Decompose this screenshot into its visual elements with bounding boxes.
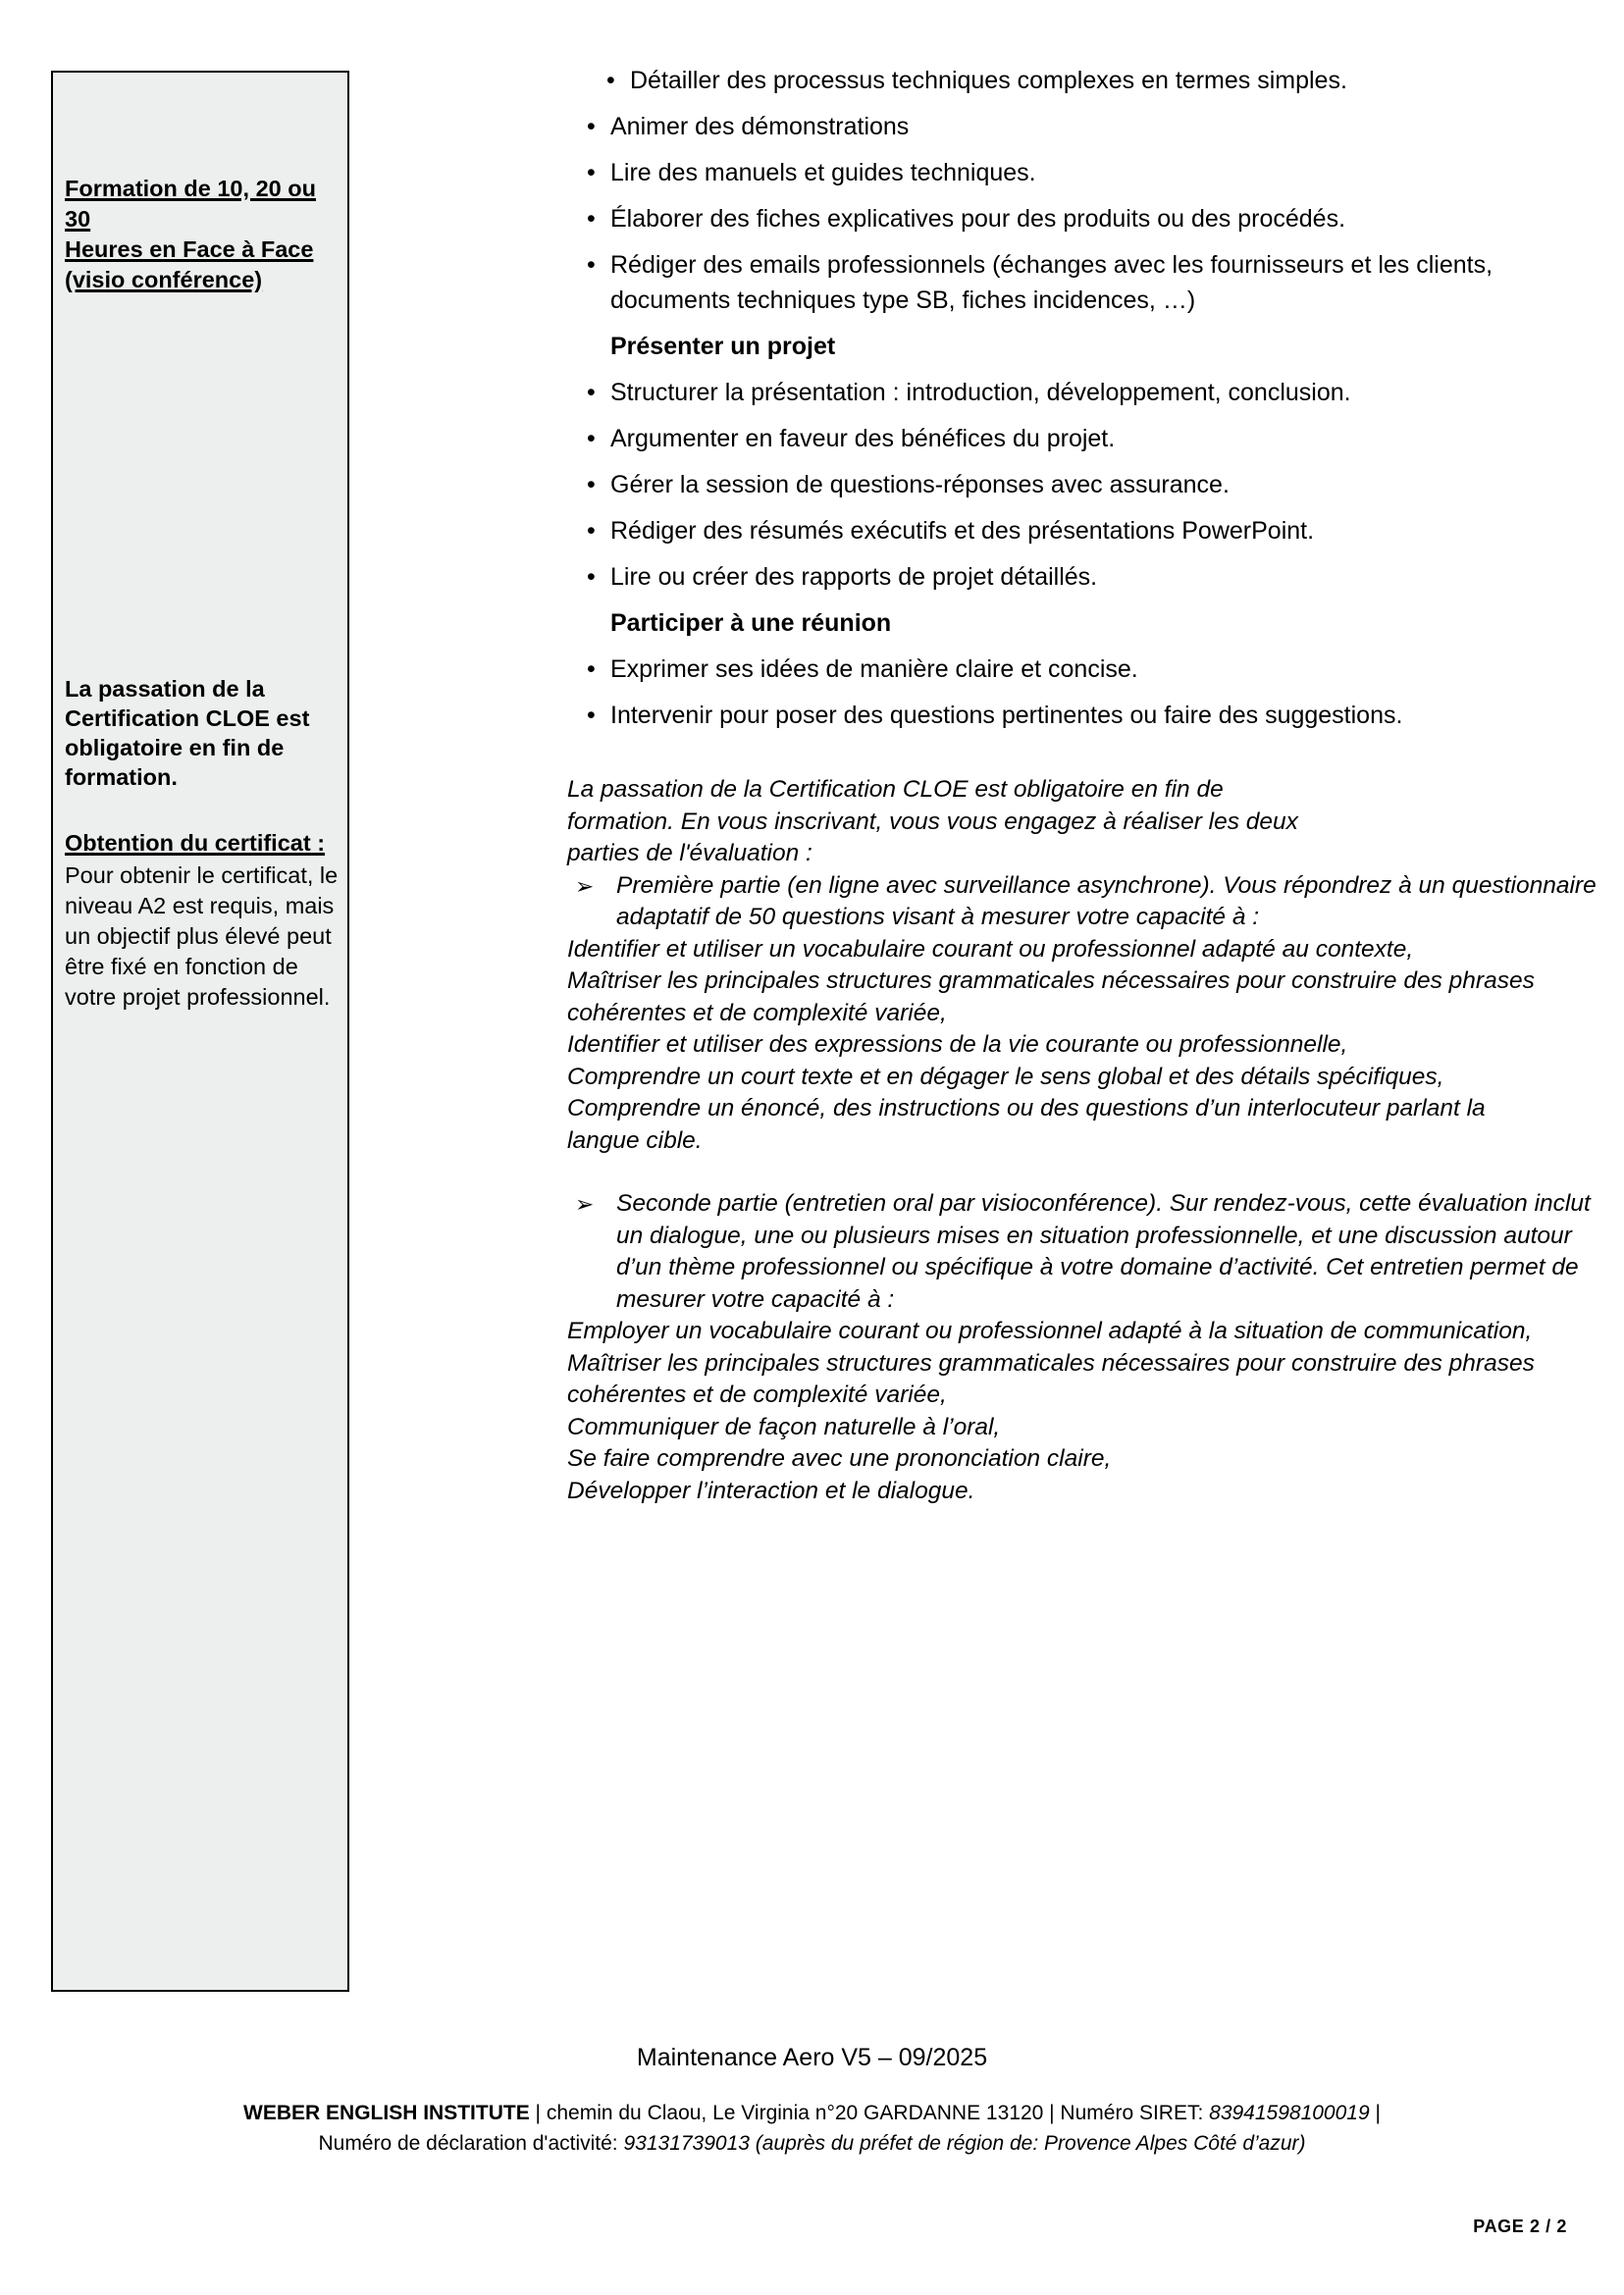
sidebar-training-title <box>65 174 345 295</box>
document-reference: Maintenance Aero V5 – 09/2025 <box>636 2044 988 2071</box>
skills-list-top <box>567 63 1558 318</box>
sidebar-obtention-heading-row <box>65 828 349 859</box>
certification-part2-item <box>567 1188 1602 1316</box>
institute-address: | chemin du Claou, Le Virginia n°20 GARDANNE 13120 | Numéro SIRET: <box>529 2102 1210 2124</box>
list-item: • Intervenir pour poser des questions pertinentes ou faire des suggestions. <box>567 698 1558 733</box>
footer-legal-info <box>0 2098 1624 2159</box>
certification-part1-line: Identifier et utiliser des expressions de la vie courante ou professionnelle, <box>567 1031 1348 1058</box>
sidebar-title-text-3: (visio conférence) <box>65 267 263 292</box>
declaration-label: Numéro de déclaration d'activité: <box>318 2132 624 2155</box>
siret-number: 83941598100019 <box>1209 2102 1370 2124</box>
sidebar-title-text-2: Heures en Face à Face <box>65 236 314 262</box>
siret-tail: | <box>1369 2102 1381 2124</box>
skills-list-presenter <box>567 375 1558 595</box>
certification-part1-line: Comprendre un court texte et en dégager le sens global et des détails spécifiques, <box>567 1063 1444 1090</box>
sidebar-title-line-2 <box>65 235 345 265</box>
sidebar-title-text-1: Formation de 10, 20 ou 30 <box>65 176 316 232</box>
sidebar-obtention-block <box>65 828 349 1013</box>
certification-part1-item <box>567 870 1602 934</box>
list-item: • Lire ou créer des rapports de projet détaillés. <box>567 559 1558 595</box>
section-heading-presenter-projet: Présenter un projet <box>610 333 836 360</box>
certification-part2-line: Développer l’interaction et le dialogue. <box>567 1477 975 1504</box>
list-item: • Rédiger des résumés exécutifs et des présentations PowerPoint. <box>567 513 1558 548</box>
list-item: • Exprimer ses idées de manière claire et concise. <box>567 652 1558 687</box>
sidebar-title-line-3 <box>65 265 345 295</box>
list-item: • Gérer la session de questions-réponses avec assurance. <box>567 467 1558 502</box>
certification-details-block <box>567 774 1597 1507</box>
skills-list-reunion <box>567 652 1558 733</box>
certification-part1-line: Comprendre un énoncé, des instructions ou des questions d’un interlocuteur parlant la langue cible. <box>567 1095 1486 1154</box>
certification-part2-line: Communiquer de façon naturelle à l’oral, <box>567 1413 1001 1440</box>
main-content-column <box>567 63 1597 1507</box>
sidebar-panel <box>51 71 349 1992</box>
footer-line-1 <box>0 2098 1624 2128</box>
certification-part2-text: ➢ Seconde partie (entretien oral par visioconférence). Sur rendez-vous, cette évaluation inclut un dialogue, une ou plusieurs mises en situation professionnelle, et une discussion autour d’un thème professionnel ou spécifique à votre domaine d’activité. Cet entretien permet de mesurer votre capacité à : <box>616 1190 1591 1313</box>
certification-part2-line: Se faire comprendre avec une prononciation claire, <box>567 1445 1112 1472</box>
page-number: PAGE 2 / 2 <box>1473 2217 1567 2236</box>
footer-line-2 <box>0 2128 1624 2159</box>
list-item: • Rédiger des emails professionnels (échanges avec les fournisseurs et les clients, documents techniques type SB, fiches incidences, …) <box>567 247 1558 318</box>
list-item: • Animer des démonstrations <box>567 109 1558 144</box>
sidebar-obtention-heading: Obtention du certificat : <box>65 830 326 856</box>
list-item: • Argumenter en faveur des bénéfices du projet. <box>567 421 1558 456</box>
list-item: • Élaborer des fiches explicatives pour des produits ou des procédés. <box>567 201 1558 236</box>
certification-part1-line: Maîtriser les principales structures grammaticales nécessaires pour construire des phrases cohérentes et de complexité variée, <box>567 967 1535 1026</box>
list-item: • Lire des manuels et guides techniques. <box>567 155 1558 190</box>
certification-part2-line: Employer un vocabulaire courant ou professionnel adapté à la situation de communication, <box>567 1318 1533 1344</box>
sidebar-certification-note: La passation de la Certification CLOE est obligatoire en fin de formation. <box>65 676 310 790</box>
certification-part2-line: Maîtriser les principales structures grammaticales nécessaires pour construire des phrases cohérentes et de complexité variée, <box>567 1349 1535 1408</box>
list-item: • Détailler des processus techniques complexes en termes simples. <box>567 63 1558 98</box>
certification-part1-text: ➢ Première partie (en ligne avec surveillance asynchrone). Vous répondrez à un questionnaire adaptatif de 50 questions visant à mesurer votre capacité à : <box>616 871 1597 930</box>
section-heading-participer-reunion: Participer à une réunion <box>610 609 892 637</box>
list-item: • Structurer la présentation : introduction, développement, conclusion. <box>567 375 1558 410</box>
institute-name: WEBER ENGLISH INSTITUTE <box>243 2102 530 2124</box>
sidebar-obtention-body: Pour obtenir le certificat, le niveau A2 est requis, mais un objectif plus élevé peut être fixé en fonction de votre projet professionnel. <box>65 862 339 1010</box>
certification-intro: La passation de la Certification CLOE est obligatoire en fin de formation. En vous inscrivant, vous vous engagez à réaliser les deux parties de l'évaluation : <box>567 776 1298 866</box>
sidebar-title-line-1 <box>65 174 345 235</box>
certification-part1-line: Identifier et utiliser un vocabulaire courant ou professionnel adapté au contexte, <box>567 935 1414 963</box>
declaration-value: 93131739013 (auprès du préfet de région de: Provence Alpes Côté d’azur) <box>623 2132 1306 2155</box>
spacer <box>567 1157 1558 1188</box>
